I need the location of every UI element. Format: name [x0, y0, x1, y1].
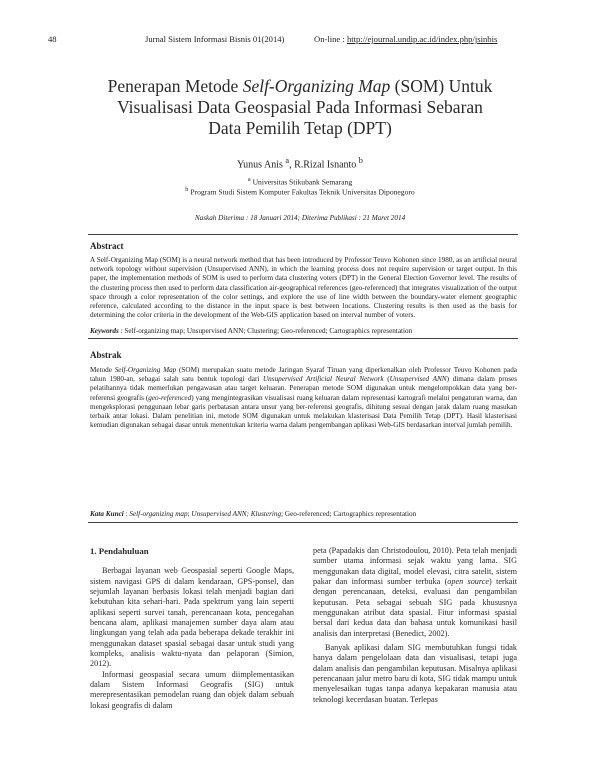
kata-kunci-run: :: [123, 510, 130, 518]
affiliation-a: [0, 176, 600, 187]
author-1: Yunus Anis: [237, 159, 283, 171]
affiliation-b: [0, 186, 600, 197]
section-heading: 1. Pendahuluan: [90, 546, 149, 556]
abstrak-italic-run: Self-Organizing Map: [114, 366, 177, 374]
body-run: ) terkait dengan perencanaan, deteksi, evaluasi dan pengambilan keputusan. Peta sebagai sebuah SIG pada khususnya menggunakan atribut data spasial. Fitur informasi spasial bersal dari kedua data dan bahasa untuk komunikasi hasil analisis dan interpretasi (Benedict, 2002).: [313, 577, 517, 638]
kata-kunci-italic-run: Unsupervised ANN; Klustering: [191, 510, 282, 518]
divider: [88, 234, 518, 235]
abstrak-italic-run: geo-referenced: [148, 393, 192, 402]
abstrak-text: [90, 366, 517, 430]
body-paragraph: [313, 546, 517, 639]
title-text: Penerapan Metode: [107, 76, 243, 96]
author-2: R.Rizal Isnanto: [294, 159, 357, 171]
abstrak-italic-run: Unsupervised ANN: [389, 375, 447, 384]
affiliation-b-text: Program Studi Sistem Komputer Fakultas Teknik Universitas Diponegoro: [188, 187, 415, 197]
abstract-heading: Abstract: [90, 241, 124, 251]
author-1-affiliation-mark: a: [285, 156, 290, 165]
abstract-text: A Self-Organizing Map (SOM) is a neural network method that has been introduced by Professor Teuvo Kohonen since 1980, as an artificial neural network topology without supervision (Unsupervised ANN), in which the learning process does not require supervision or target output. In this paper, the implementation methods of SOM is used to perform data clustering voters (DPT) in the General Election Governor level. The results of the clustering process then used to perform data classification air-geographical references (geo-referenced) that integrates visualization of the output space through a color representation of the color settings, and explore the use of line width between the boundary-water element geographic reference, calculated according to the distance in the input space is best between locations. Clustering results is then used as the basis for determining the color criteria in the development of the Web-GIS application based on interval number of voters.: [90, 256, 517, 320]
journal-name: Jurnal Sistem Informasi Bisnis 01(2014): [145, 34, 285, 44]
author-2-affiliation-mark: b: [358, 156, 363, 165]
author-separator: ,: [289, 159, 295, 171]
body-paragraph: Banyak aplikasi dalam SIG membutuhkan fungsi tidak hanya dalam pengelolaan data dan visualisasi, tetapi juga dalam analisis dan pengambilan keputusan. Misalnya aplikasi perencanaan jalur metro baru di kota, SIG tidak mampu untuk menyelesaikan tugas tanpa adanya kepakaran manusia atau teknologi kecerdasan buatan. Terlepas: [313, 643, 517, 704]
body-column-left: [90, 546, 294, 711]
kata-kunci-label: Kata Kunci: [90, 510, 124, 518]
divider: [88, 338, 518, 339]
affiliation-a-text: Universitas Stikubank Semarang: [250, 177, 353, 187]
online-info: [314, 34, 497, 44]
body-paragraph: Berbagai layanan web Geospasial seperti Google Maps, sistem navigasi GPS di dalam kendaraan, GPS-ponsel, dan sejumlah layanan berbasis lokasi telah menjadi bagian dari kebutuhan kita sehari-hari. Pada spektrum yang lain seperti aplikasi seperti survei tanah, perencanaan kota, pencegahan bencana alam, aplikasi manajemen sumber daya alam atau lingkungan yang telah ada pada beberapa dekade terakhir ini menggunakan dataset spasial sebagai dasar untuk studi yang kompleks, analisis waktu-nyata dan pelaporan (Simion, 2012).: [90, 566, 294, 669]
body-italic-run: open source: [447, 577, 490, 587]
abstrak-run: Metode: [90, 366, 115, 374]
title-italic-text: Self-Organizing Map: [242, 76, 391, 96]
journal-url-link[interactable]: http://ejournal.undip.ac.id/index.php/jsinbis: [346, 34, 498, 44]
online-label: On-line :: [314, 34, 347, 44]
affiliation-b-mark: b: [185, 186, 189, 193]
body-column-right: [313, 546, 517, 705]
title-line-2: Visualisasi Data Geospasial Pada Informasi Sebaran: [117, 97, 483, 117]
title-line-1: [60, 76, 540, 97]
keywords: [90, 327, 517, 336]
paper-title: [60, 76, 540, 139]
body-paragraph: Informasi geospasial secara umum diimplementasikan dalam Sistem Informasi Geografis (SIG) untuk merepresentasikan pemodelan ruang dan objek dalam sebuah lokasi geografis di dalam: [90, 669, 294, 710]
kata-kunci-italic-run: Self-organizing map: [129, 510, 188, 518]
abstrak-run: (SOM) merupakan suatu metode Jaringan Syaraf Tiruan yang diperkenalkan oleh Professor Teuvo Kohonen pada tahun 1980-an, sebagai salah satu bentuk topologi dari: [90, 366, 518, 384]
page-number: 48: [48, 34, 57, 44]
abstrak-heading: Abstrak: [90, 350, 122, 360]
title-text: (SOM) Untuk: [390, 76, 493, 96]
abstrak-run: ) dimana dalam proses pelatihannya tidak memerlukan pengawasan atau target keluaran. Penerapan metode SOM digunakan untuk mengelompokkan data yang ber-referensi geografis (: [90, 375, 517, 402]
body-run: peta (Papadakis dan Christodoulou, 2010). Peta telah menjadi sumber utama informasi sejak waktu yang lama. SIG menggunakan data digital, model elevasi, citra satelit, sistem pakar dan informasi sumber terbuka (: [313, 546, 517, 587]
manuscript-dates: Naskah Diterima : 18 Januari 2014; Diterima Publikasi : 21 Maret 2014: [194, 214, 406, 222]
abstrak-italic-run: Unsupervised Artificial Neural Network: [262, 375, 384, 384]
title-line-3: Data Pemilih Tetap (DPT): [208, 118, 392, 138]
abstrak-run: ) yang mengintegrasikan visualisasi ruang keluaran dalam representasi kartografi melalui pengaturan warna, dan mengeksplorasi penggunaan lebar garis perbatasan antara unsur yang ber-referensi geografis, dihitung sesuai dengan jarak dalam ruang masukan terbaik antar lokasi. Dalam penelitian ini, metode SOM digunakan untuk melakukan klasterisasi Data Pemilih Tetap (DPT). Hasil klasterisasi kemudian digunakan sebagai dasar untuk menentukan kriteria warna dalam pengembangan aplikasi Web-GIS berdasarkan interval jumlah pemilih.: [90, 393, 517, 430]
kata-kunci-run: ;: [187, 510, 192, 518]
affiliation-a-mark: a: [247, 176, 251, 183]
abstrak-run: (: [383, 375, 390, 384]
divider: [88, 522, 518, 523]
author-list: [0, 156, 600, 170]
kata-kunci-run: ; Geo-referenced; Cartographics representation: [281, 510, 417, 518]
keywords-label: Keywords: [90, 327, 119, 335]
keywords-text: : Self-organizing map; Unsupervised ANN; Clustering; Geo-referenced; Cartographics representation: [118, 327, 413, 335]
kata-kunci: [90, 510, 517, 519]
